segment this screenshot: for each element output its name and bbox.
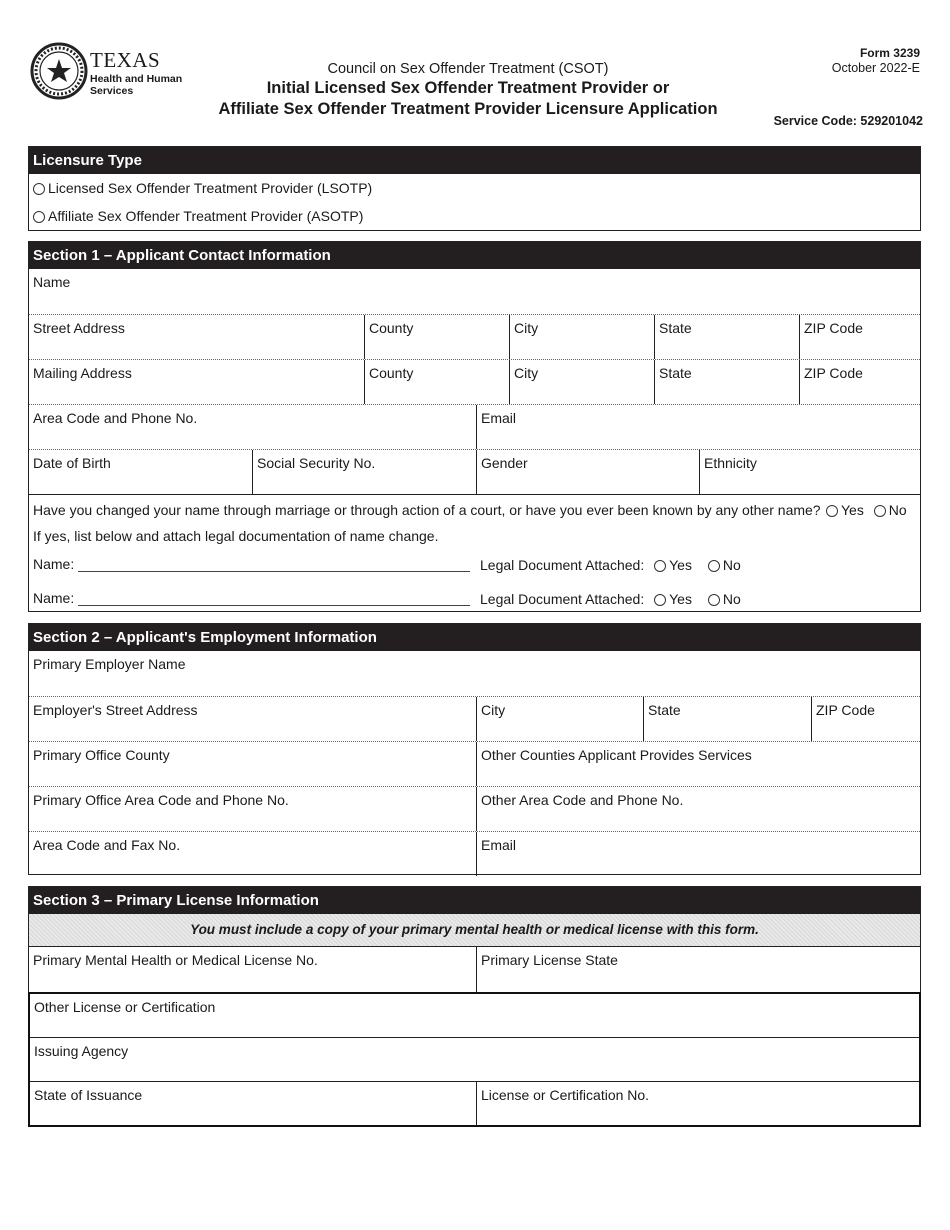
section2-heading: Section 2 – Applicant's Employment Information bbox=[29, 624, 920, 651]
employer-street-label: Employer's Street Address bbox=[33, 702, 198, 718]
radio-icon[interactable] bbox=[33, 211, 45, 223]
mailing-state-field[interactable] bbox=[654, 360, 799, 404]
street-state-field[interactable] bbox=[654, 315, 799, 359]
yes-label: Yes bbox=[669, 557, 692, 573]
email-label: Email bbox=[481, 837, 517, 853]
legal-doc-1 bbox=[480, 557, 741, 573]
if-yes-instruction: If yes, list below and attach legal documentation of name change. bbox=[33, 528, 439, 544]
form-title-line2: Affiliate Sex Offender Treatment Provider Licensure Application bbox=[218, 100, 718, 118]
issuance-row bbox=[30, 1082, 919, 1125]
legal-doc-label: Legal Document Attached: bbox=[480, 557, 645, 573]
section1-contact bbox=[28, 241, 921, 612]
employer-name-row bbox=[29, 651, 920, 696]
fax-label: Area Code and Fax No. bbox=[33, 837, 181, 853]
yes-label: Yes bbox=[841, 502, 864, 518]
license-no-field[interactable] bbox=[29, 947, 476, 992]
legal-doc-2-no-radio[interactable] bbox=[708, 594, 720, 606]
section2-employment bbox=[28, 623, 921, 875]
issuing-agency-label: Issuing Agency bbox=[34, 1043, 129, 1059]
primary-license-row bbox=[29, 947, 920, 992]
form-title-line1: Initial Licensed Sex Offender Treatment Provider or bbox=[266, 79, 670, 97]
lsotp-label: Licensed Sex Offender Treatment Provider (LSOTP) bbox=[48, 180, 373, 196]
state-issuance-label: State of Issuance bbox=[34, 1087, 143, 1103]
license-state-field[interactable] bbox=[476, 947, 920, 992]
logo-texas: TEXAS bbox=[90, 48, 161, 72]
licensure-option-lsotp[interactable] bbox=[29, 174, 920, 202]
mailing-city-field[interactable] bbox=[509, 360, 654, 404]
employer-street-field[interactable] bbox=[29, 697, 476, 741]
office-phone-row bbox=[29, 786, 920, 831]
street-address-label: Street Address bbox=[33, 320, 125, 336]
asotp-label: Affiliate Sex Offender Treatment Provider (ASOTP) bbox=[48, 208, 364, 224]
fax-email-row bbox=[29, 831, 920, 876]
mailing-address-label: Mailing Address bbox=[33, 365, 132, 381]
phone-label: Area Code and Phone No. bbox=[33, 410, 198, 426]
city-label: City bbox=[514, 320, 539, 336]
other-name-2-input[interactable] bbox=[78, 605, 470, 606]
state-issuance-field[interactable] bbox=[30, 1082, 476, 1125]
employer-zip-field[interactable] bbox=[811, 697, 920, 741]
street-county-field[interactable] bbox=[364, 315, 509, 359]
license-copy-notice: You must include a copy of your primary mental health or medical license with this form. bbox=[29, 914, 920, 947]
name-change-block bbox=[29, 494, 920, 611]
section3-license bbox=[28, 886, 921, 1127]
employer-name-label: Primary Employer Name bbox=[33, 656, 186, 672]
license-state-label: Primary License State bbox=[481, 952, 618, 968]
mailing-address-row bbox=[29, 359, 920, 404]
no-radio[interactable] bbox=[874, 505, 886, 517]
license-no-label: Primary Mental Health or Medical License No. bbox=[33, 952, 318, 968]
cert-no-label: License or Certification No. bbox=[481, 1087, 650, 1103]
mailing-zip-field[interactable] bbox=[799, 360, 920, 404]
legal-doc-1-yes-radio[interactable] bbox=[654, 560, 666, 572]
yes-label: Yes bbox=[669, 591, 692, 607]
other-phone-field[interactable] bbox=[476, 787, 920, 831]
name-change-question: Have you changed your name through marriage or through action of a court, or have you ever been known by any other name? bbox=[33, 502, 821, 518]
section3-heading: Section 3 – Primary License Information bbox=[29, 887, 920, 914]
legal-doc-2 bbox=[480, 591, 741, 607]
ssn-label: Social Security No. bbox=[257, 455, 376, 471]
ssn-field[interactable] bbox=[252, 450, 476, 494]
section1-heading: Section 1 – Applicant Contact Information bbox=[29, 242, 920, 269]
radio-icon[interactable] bbox=[33, 183, 45, 195]
issuing-agency-field[interactable] bbox=[30, 1038, 919, 1081]
council-name: Council on Sex Offender Treatment (CSOT) bbox=[327, 61, 609, 77]
legal-doc-label: Legal Document Attached: bbox=[480, 591, 645, 607]
zip-label: ZIP Code bbox=[804, 365, 863, 381]
state-label: State bbox=[648, 702, 681, 718]
licensure-option-asotp[interactable] bbox=[29, 202, 920, 230]
cert-no-field[interactable] bbox=[476, 1082, 919, 1125]
employer-state-field[interactable] bbox=[643, 697, 811, 741]
mailing-county-field[interactable] bbox=[364, 360, 509, 404]
employer-address-row bbox=[29, 696, 920, 741]
employer-name-field[interactable] bbox=[29, 651, 920, 696]
county-label: County bbox=[369, 365, 414, 381]
city-label: City bbox=[514, 365, 539, 381]
gender-label: Gender bbox=[481, 455, 528, 471]
licensure-type-section bbox=[28, 146, 921, 231]
other-license-box bbox=[28, 992, 921, 1127]
office-county-field[interactable] bbox=[29, 742, 476, 786]
email-field[interactable] bbox=[476, 405, 920, 449]
issuing-agency-row bbox=[30, 1038, 919, 1082]
logo-line2: Health and Human bbox=[90, 73, 183, 85]
other-license-label: Other License or Certification bbox=[34, 999, 216, 1015]
legal-doc-2-yes-radio[interactable] bbox=[654, 594, 666, 606]
dob-field[interactable] bbox=[29, 450, 252, 494]
street-address-field[interactable] bbox=[29, 315, 364, 359]
phone-email-row bbox=[29, 404, 920, 449]
form-number: Form 3239 bbox=[859, 46, 920, 60]
licensure-type-heading: Licensure Type bbox=[29, 147, 920, 174]
employer-email-field[interactable] bbox=[476, 832, 920, 876]
form-date: October 2022-E bbox=[831, 61, 920, 75]
no-label: No bbox=[722, 591, 741, 607]
zip-label: ZIP Code bbox=[804, 320, 863, 336]
other-name-1-label: Name: bbox=[33, 556, 75, 572]
other-counties-field[interactable] bbox=[476, 742, 920, 786]
gender-field[interactable] bbox=[476, 450, 699, 494]
logo-line3: Services bbox=[90, 85, 134, 97]
name-change-answer bbox=[826, 502, 907, 518]
other-name-1-input[interactable] bbox=[78, 571, 470, 572]
legal-doc-1-no-radio[interactable] bbox=[708, 560, 720, 572]
employer-city-field[interactable] bbox=[476, 697, 643, 741]
other-license-field[interactable] bbox=[30, 994, 919, 1037]
other-phone-label: Other Area Code and Phone No. bbox=[481, 792, 684, 808]
name-field[interactable] bbox=[29, 269, 920, 314]
name-row bbox=[29, 269, 920, 314]
no-label: No bbox=[888, 502, 907, 518]
other-name-2-label: Name: bbox=[33, 590, 75, 606]
phone-field[interactable] bbox=[29, 405, 476, 449]
yes-radio[interactable] bbox=[826, 505, 838, 517]
fax-field[interactable] bbox=[29, 832, 476, 876]
no-label: No bbox=[722, 557, 741, 573]
zip-label: ZIP Code bbox=[816, 702, 875, 718]
email-label: Email bbox=[481, 410, 517, 426]
ethnicity-label: Ethnicity bbox=[704, 455, 757, 471]
county-label: County bbox=[369, 320, 414, 336]
dob-label: Date of Birth bbox=[33, 455, 111, 471]
state-label: State bbox=[659, 320, 692, 336]
office-phone-field[interactable] bbox=[29, 787, 476, 831]
street-address-row bbox=[29, 314, 920, 359]
office-county-label: Primary Office County bbox=[33, 747, 170, 763]
state-label: State bbox=[659, 365, 692, 381]
office-phone-label: Primary Office Area Code and Phone No. bbox=[33, 792, 289, 808]
personal-info-row bbox=[29, 449, 920, 494]
mailing-address-field[interactable] bbox=[29, 360, 364, 404]
service-code: Service Code: 529201042 bbox=[773, 114, 923, 128]
street-city-field[interactable] bbox=[509, 315, 654, 359]
office-county-row bbox=[29, 741, 920, 786]
other-license-row bbox=[30, 994, 919, 1038]
ethnicity-field[interactable] bbox=[699, 450, 920, 494]
street-zip-field[interactable] bbox=[799, 315, 920, 359]
other-counties-label: Other Counties Applicant Provides Services bbox=[481, 747, 752, 763]
city-label: City bbox=[481, 702, 506, 718]
name-label: Name bbox=[33, 274, 71, 290]
